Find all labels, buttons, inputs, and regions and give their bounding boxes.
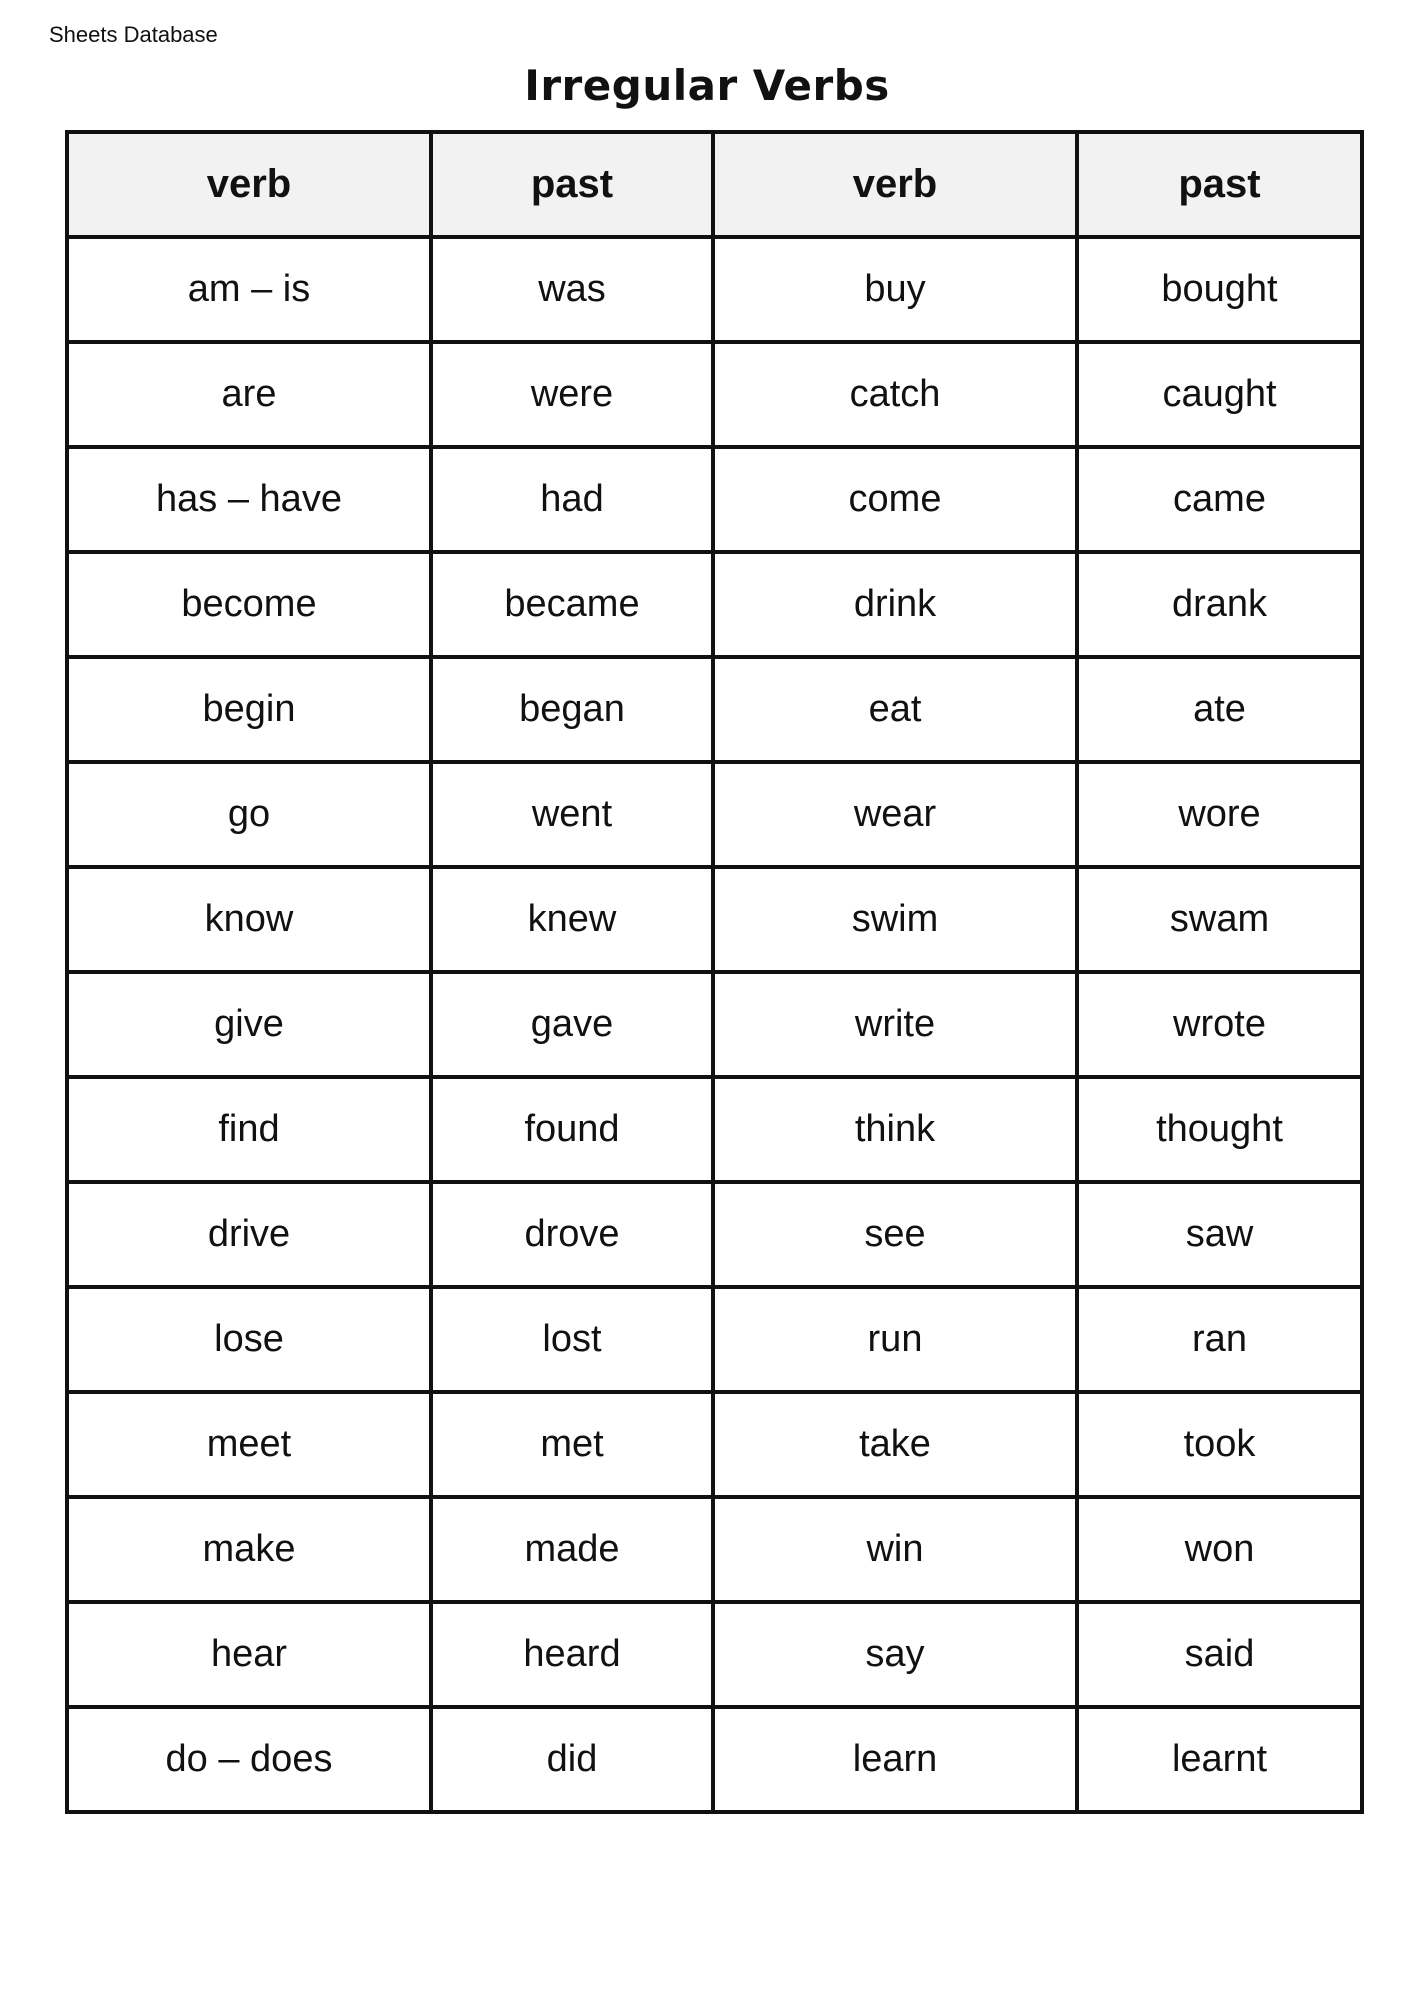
table-cell: run <box>713 1287 1077 1392</box>
table-cell: became <box>431 552 713 657</box>
table-row <box>67 1602 1362 1707</box>
table-row <box>67 762 1362 867</box>
table-row <box>67 447 1362 552</box>
source-label: Sheets Database <box>49 22 218 47</box>
table-cell: were <box>431 342 713 447</box>
table-cell: ate <box>1077 657 1362 762</box>
table-cell: bought <box>1077 237 1362 342</box>
table-cell: came <box>1077 447 1362 552</box>
table-cell: learnt <box>1077 1707 1362 1812</box>
table-cell: caught <box>1077 342 1362 447</box>
table-cell: hear <box>67 1602 431 1707</box>
table-row <box>67 867 1362 972</box>
table-header <box>67 132 1362 237</box>
table-cell: said <box>1077 1602 1362 1707</box>
table-row <box>67 1707 1362 1812</box>
table-row <box>67 1077 1362 1182</box>
table-cell: thought <box>1077 1077 1362 1182</box>
table-cell: begin <box>67 657 431 762</box>
table-row <box>67 1392 1362 1497</box>
header-row <box>67 132 1362 237</box>
table-cell: saw <box>1077 1182 1362 1287</box>
table-cell: think <box>713 1077 1077 1182</box>
table-cell: was <box>431 237 713 342</box>
table-row <box>67 342 1362 447</box>
table-cell: catch <box>713 342 1077 447</box>
table-body <box>67 237 1362 1812</box>
table-cell: began <box>431 657 713 762</box>
table-row <box>67 237 1362 342</box>
table-cell: buy <box>713 237 1077 342</box>
table-cell: eat <box>713 657 1077 762</box>
column-header-verb: verb <box>67 132 431 237</box>
table-cell: knew <box>431 867 713 972</box>
table-cell: come <box>713 447 1077 552</box>
table-cell: meet <box>67 1392 431 1497</box>
table-cell: lose <box>67 1287 431 1392</box>
table-cell: had <box>431 447 713 552</box>
column-header-past: past <box>431 132 713 237</box>
table-row <box>67 657 1362 762</box>
table-cell: wear <box>713 762 1077 867</box>
table-cell: swim <box>713 867 1077 972</box>
table-cell: swam <box>1077 867 1362 972</box>
table-row <box>67 1497 1362 1602</box>
table-cell: see <box>713 1182 1077 1287</box>
table-cell: lost <box>431 1287 713 1392</box>
table-cell: heard <box>431 1602 713 1707</box>
table-cell: go <box>67 762 431 867</box>
table-cell: drive <box>67 1182 431 1287</box>
table-cell: did <box>431 1707 713 1812</box>
table-cell: went <box>431 762 713 867</box>
table-cell: learn <box>713 1707 1077 1812</box>
irregular-verbs-table <box>65 130 1364 1814</box>
table-cell: make <box>67 1497 431 1602</box>
table-cell: give <box>67 972 431 1077</box>
table-cell: become <box>67 552 431 657</box>
table-cell: win <box>713 1497 1077 1602</box>
table-cell: write <box>713 972 1077 1077</box>
table-cell: gave <box>431 972 713 1077</box>
table-cell: say <box>713 1602 1077 1707</box>
table-cell: won <box>1077 1497 1362 1602</box>
table-cell: do – does <box>67 1707 431 1812</box>
table-cell: met <box>431 1392 713 1497</box>
table-cell: has – have <box>67 447 431 552</box>
table-cell: wore <box>1077 762 1362 867</box>
table-cell: drank <box>1077 552 1362 657</box>
table-row <box>67 1287 1362 1392</box>
table-cell: found <box>431 1077 713 1182</box>
table-row <box>67 552 1362 657</box>
column-header-verb: verb <box>713 132 1077 237</box>
table-cell: drove <box>431 1182 713 1287</box>
table-cell: find <box>67 1077 431 1182</box>
page-title: Irregular Verbs <box>524 61 890 110</box>
table-row <box>67 1182 1362 1287</box>
table-cell: are <box>67 342 431 447</box>
table-cell: took <box>1077 1392 1362 1497</box>
table-cell: wrote <box>1077 972 1362 1077</box>
table-cell: drink <box>713 552 1077 657</box>
table-row <box>67 972 1362 1077</box>
table-cell: ran <box>1077 1287 1362 1392</box>
table-cell: take <box>713 1392 1077 1497</box>
table-cell: made <box>431 1497 713 1602</box>
column-header-past: past <box>1077 132 1362 237</box>
table-cell: know <box>67 867 431 972</box>
table-cell: am – is <box>67 237 431 342</box>
